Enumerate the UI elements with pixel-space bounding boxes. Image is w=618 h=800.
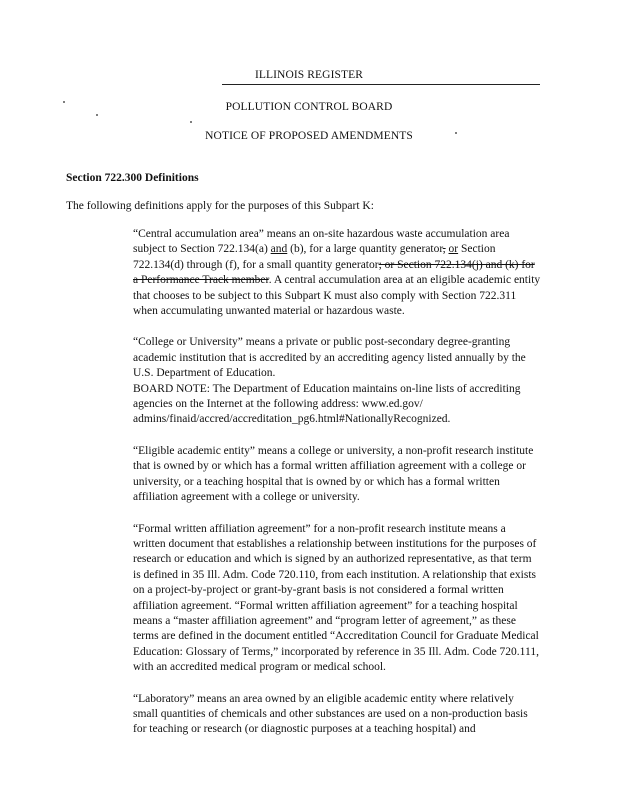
- scan-speck: [96, 114, 98, 116]
- board-note: BOARD NOTE: The Department of Education maintains on-line lists of accrediting agencies on the Internet at the following address: www.ed.gov/ admins/finaid/accred/accreditation_pg6.html#NationallyRecognized.: [133, 382, 521, 426]
- inserted-text: and: [270, 243, 288, 256]
- header-rule: [222, 84, 540, 85]
- definition-eligible-academic-entity: “Eligible academic entity” means a college or university, a non-profit research institute that is owned by or which has a formal written affiliation agreement with a college or university, or a teaching hospital that is owned by or which has a formal written affiliation agreement with a college or university.: [133, 444, 534, 504]
- notice-heading: NOTICE OF PROPOSED AMENDMENTS: [205, 130, 413, 142]
- scan-speck: [455, 132, 457, 134]
- scan-speck: [190, 121, 192, 123]
- definition-text: “College or University” means a private or public post-secondary degree-granting academic institution that is accredited by an accrediting agency listed annually by the U.S. Department of Education.: [133, 336, 526, 380]
- scan-speck: [63, 101, 65, 103]
- register-heading: ILLINOIS REGISTER: [254, 69, 364, 81]
- definition-central-accumulation-area: [133, 227, 541, 319]
- definition-text: Section 722.134(d) through (f), for a small quantity generator: [133, 243, 496, 271]
- definition-college-or-university: [133, 335, 541, 427]
- deleted-text: ,: [442, 243, 446, 256]
- definition-laboratory: “Laboratory” means an area owned by an eligible academic entity where relatively small quantities of chemicals and other substances are used on a non-production basis for teaching or research (or diagnostic purposes at a teaching hospital) and: [133, 692, 528, 736]
- definition-text: . A central accumulation area at an eligible academic entity that chooses to be subject to this Subpart K must also comply with Section 722.311 when accumulating unwanted material or hazardous waste.: [133, 274, 541, 318]
- board-heading: POLLUTION CONTROL BOARD: [225, 101, 393, 113]
- definition-text: (b), for a large quantity generator: [287, 243, 443, 256]
- deleted-text: ; or Section 722.134(j) and (k) for a Performance Track member: [133, 258, 535, 287]
- definition-formal-written-affiliation-agreement: “Formal written affiliation agreement” for a non-profit research institute means a written document that establishes a relationship between institutions for the purposes of research or education and which is signed by an authorized representative, as that term is defined in 35 Ill. Adm. Code 720.110, from each institution. A relationship that exists on a project-by-project or grant-by-grant basis is not considered a formal written affiliation agreement. “Formal written affiliation agreement” for a teaching hospital means a “master affiliation agreement” and “program letter of agreement,” as these terms are defined in the document entitled “Accreditation Council for Graduate Medical Education: Glossary of Terms,” incorporated by reference in 35 Ill. Adm. Code 720.111, with an accredited medical program or medical school.: [133, 522, 539, 674]
- definitions-list: [133, 227, 541, 754]
- definition-text: “Central accumulation area” means an on-site hazardous waste accumulation area subject to Section 722.134(a): [133, 228, 510, 256]
- section-title: Section 722.300 Definitions: [66, 172, 199, 184]
- section-intro: The following definitions apply for the purposes of this Subpart K:: [66, 200, 374, 212]
- inserted-text: or: [448, 243, 459, 256]
